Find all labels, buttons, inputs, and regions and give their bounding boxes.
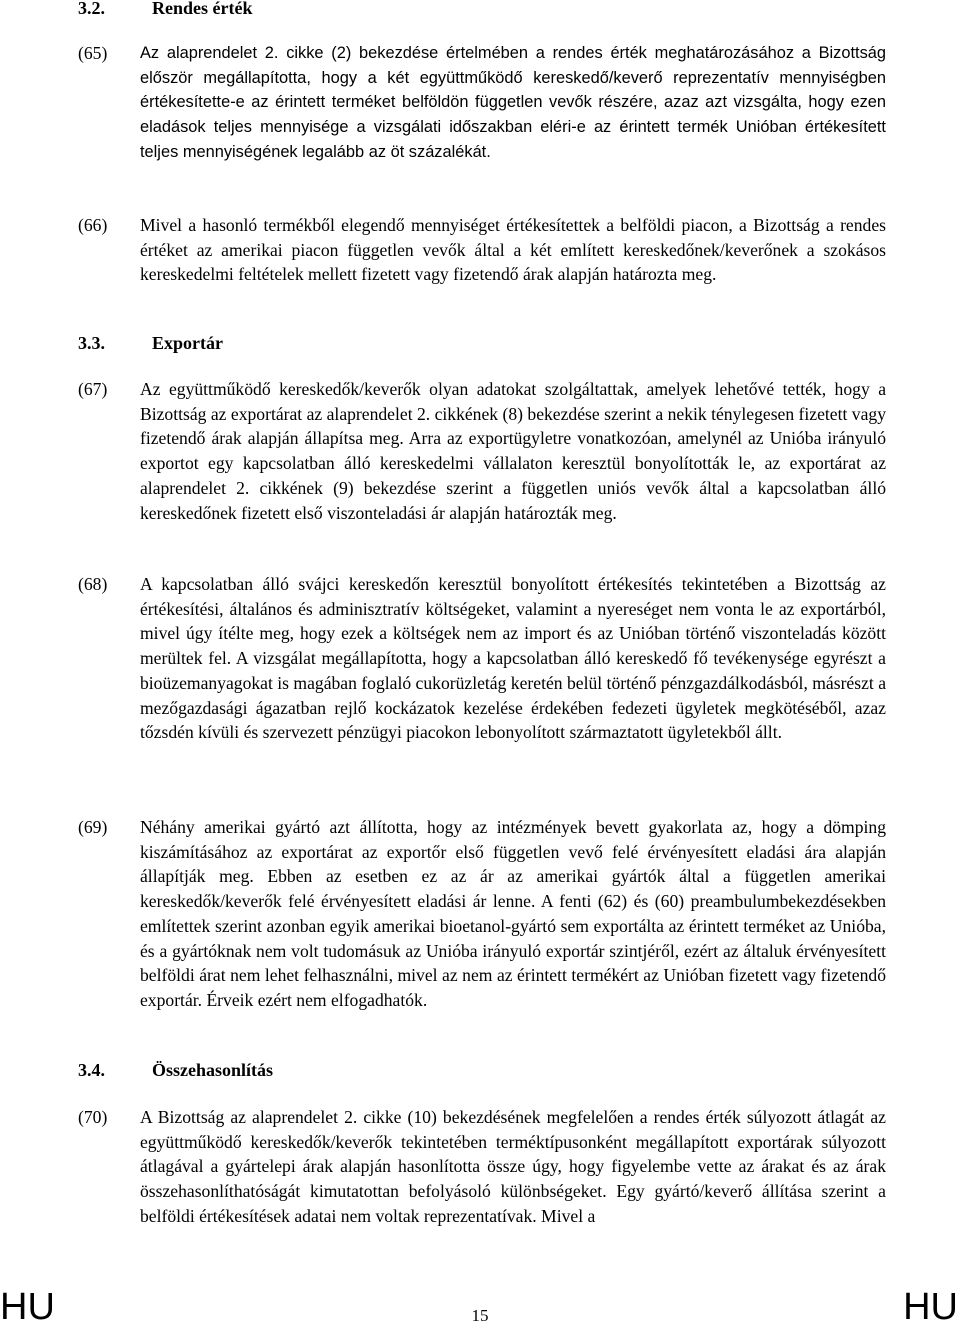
section-number: 3.4. [78, 1060, 105, 1080]
paragraph-68 [78, 572, 886, 745]
paragraph-number: (68) [78, 574, 108, 594]
section-title: Összehasonlítás [152, 1060, 274, 1080]
paragraph-67 [78, 377, 886, 525]
section-number: 3.3. [78, 333, 105, 353]
section-title: Rendes érték [152, 0, 253, 18]
section-heading-3-4 [78, 1058, 273, 1082]
footer-language-right: HU [903, 1286, 958, 1328]
paragraph-text: Néhány amerikai gyártó azt állította, hogy az intézmények bevett gyakorlata az, hogy a dömping kiszámításához az exportárat az exportőr első független vevő felé érvényesített eladási ára alapján állapítják meg. Ebben az esetben ez az ár az amerikai gyártók által a független amerikai kereskedők/keverők felé érvényesített eladási ár lenne. A fenti (62) és (60) preambulumbekezdésekben említettek szerint azonban egyik amerikai bioetanol-gyártó sem exportálta az érintett terméket az Unióba, és a gyártóknak nem volt tudomásuk az Unióba irányuló exportár szintjéről, ezért az általuk érvényesített belföldi árat nem lehet felhasználni, mivel az nem az érintett termékért az Unióban fizetett vagy fizetendő exportár. Érveik ezért nem elfogadhatók. [140, 817, 886, 1010]
paragraph-text: A Bizottság az alaprendelet 2. cikke (10) bekezdésének megfelelően a rendes érték súlyozott átlagát az együttműködő kereskedők/keverők tekintetében terméktípusonként megállapított exportárak súlyozott átlagával a gyártelepi árak alapján hasonlította össze úgy, hogy figyelembe vette az árakat és az árak összehasonlíthatóságát kimutatottan befolyásoló különbségeket. Egy gyártó/keverő állítása szerint a belföldi értékesítések adatai nem voltak reprezentatívak. Mivel a [140, 1107, 886, 1226]
paragraph-66 [78, 213, 886, 287]
section-number: 3.2. [78, 0, 105, 18]
footer-language-left: HU [0, 1286, 55, 1328]
paragraph-text: Az együttműködő kereskedők/keverők olyan adatokat szolgáltattak, amelyek lehetővé tették, hogy a Bizottság az exportárat az alaprendelet 2. cikkének (8) bekezdése szerint a nekik ténylegesen fizetett vagy fizetendő árak alapján állapítsa meg. Arra az exportügyletre vonatkozóan, amelynél az Unióba irányuló exportot egy kapcsolatban álló kereskedelmi vállalaton keresztül bonyolították le, az exportárat az alaprendelet 2. cikkének (9) bekezdése szerint a független uniós vevők által a kapcsolatban álló kereskedőnek fizetett első viszonteladási ár alapján határozták meg. [140, 379, 886, 523]
paragraph-69 [78, 815, 886, 1013]
paragraph-number: (70) [78, 1107, 108, 1127]
page-number: 15 [471, 1306, 489, 1325]
section-heading-3-2 [78, 0, 252, 20]
paragraph-text: Az alaprendelet 2. cikke (2) bekezdése értelmében a rendes érték meghatározásához a Bizottság először megállapította, hogy a két együttműködő kereskedő/keverő reprezentatív mennyiségben értékesítette-e az érintett terméket belföldön független vevők részére, azaz azt vizsgálta, hogy ezen eladások teljes mennyisége a vizsgálati időszakban eléri-e az érintett termék Unióban értékesített teljes mennyiségének legalább az öt százalékát. [140, 44, 886, 161]
paragraph-70 [78, 1105, 886, 1229]
paragraph-text: Mivel a hasonló termékből elegendő mennyiséget értékesítettek a belföldi piacon, a Bizottság a rendes értéket az amerikai piacon független vevők által a két említett kereskedőnek/keverőnek a szokásos kereskedelmi feltételek mellett fizetett vagy fizetendő árak alapján határozta meg. [140, 215, 886, 285]
paragraph-text: A kapcsolatban álló svájci kereskedőn keresztül bonyolított értékesítés tekintetében a Bizottság az értékesítési, általános és adminisztratív költségeket, valamint a nyereséget nem vonta le az exportárból, mivel úgy ítélte meg, hogy ezek a költségek nem az import és az Unióban történő viszonteladás között merültek fel. A vizsgálat megállapította, hogy a kapcsolatban álló kereskedő fő tevékenysége egyrészt a bioüzemanyagokat is magában foglaló cukorüzletág keretén belül történő pénzgazdálkodásból, másrészt a mezőgazdasági ágazatban rejlő kockázatok kezelése érdekében fedezeti ügyletek megkötéséből, azaz tőzsdén kívüli és szervezett pénzügyi piacokon lebonyolított származtatott ügyletekből állt. [140, 574, 886, 743]
paragraph-65 [78, 41, 886, 165]
paragraph-number: (65) [78, 43, 108, 63]
paragraph-number: (67) [78, 379, 108, 399]
section-heading-3-3 [78, 331, 223, 355]
paragraph-number: (66) [78, 215, 108, 235]
section-title: Exportár [152, 333, 223, 353]
paragraph-number: (69) [78, 817, 108, 837]
